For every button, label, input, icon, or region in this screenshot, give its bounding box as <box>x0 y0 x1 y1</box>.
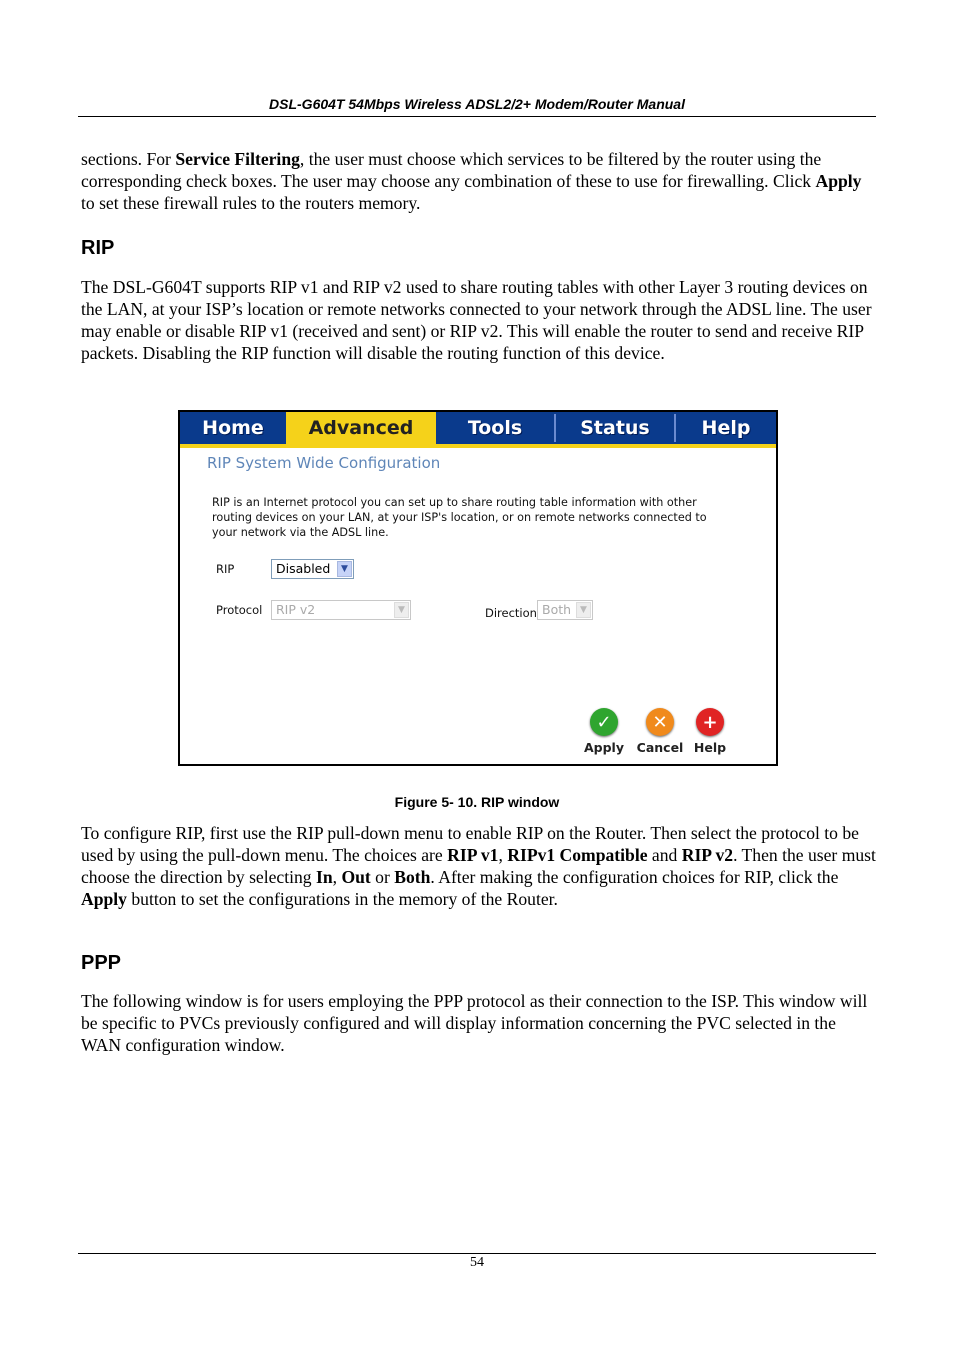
config-paragraph: To configure RIP, first use the RIP pull-down menu to enable RIP on the Router. Then select the protocol to be used by using the pull-down menu. The choices are RIP v1, RIPv1 Compatible and RIP v2. Then the user must choose the direction by selecting In, Out or Both. After making the configuration choices for RIP, click the Apply button to set the configurations in the memory of the Router. <box>81 823 876 909</box>
cancel-label: Cancel <box>636 740 684 755</box>
tab-advanced[interactable]: Advanced <box>286 412 436 444</box>
direction-select[interactable] <box>537 600 593 620</box>
rip-window <box>178 410 778 766</box>
help-button[interactable] <box>683 708 737 755</box>
protocol-select[interactable] <box>271 600 411 620</box>
rip-select[interactable] <box>271 559 354 579</box>
tab-status[interactable]: Status <box>580 417 650 439</box>
tab-help[interactable]: Help <box>701 417 751 439</box>
page-number: 54 <box>470 1255 484 1270</box>
ppp-paragraph: The following window is for users employing the PPP protocol as their connection to the ISP. This window will be specific to PVCs previously configured and will display information concerning the PVC selected in the WAN configuration window. <box>81 991 868 1055</box>
nav-bar <box>180 412 776 444</box>
header-rule <box>78 116 876 117</box>
figure-caption: Figure 5- 10. RIP window <box>394 794 560 810</box>
cancel-icon: ✕ <box>646 708 674 736</box>
help-label: Help <box>693 740 727 755</box>
rip-heading: RIP <box>81 237 115 259</box>
panel-description: RIP is an Internet protocol you can set up to share routing table information with other routing devices on your LAN, at your ISP's location, or on remote networks connected to your network via the ADSL line. <box>212 496 707 539</box>
manual-title: DSL-G604T 54Mbps Wireless ADSL2/2+ Modem/Router Manual <box>269 96 685 112</box>
tab-home[interactable]: Home <box>202 417 264 439</box>
rip-paragraph: The DSL-G604T supports RIP v1 and RIP v2 used to share routing tables with other Layer 3 routing devices on the LAN, at your ISP’s location or remote networks connected to your network through the ADSL line. The user may enable or disable RIP v1 (received and sent) or RIP v2. This will enable the router to send and receive RIP packets. Disabling the RIP function will disable the routing function of this device. <box>81 277 872 363</box>
protocol-select-value: RIP v2 <box>276 602 316 617</box>
footer-rule <box>78 1253 876 1254</box>
rip-label: RIP <box>216 562 235 576</box>
protocol-label: Protocol <box>216 603 263 617</box>
rip-select-value: Disabled <box>276 561 331 576</box>
checkmark-icon: ✓ <box>590 708 618 736</box>
chevron-down-icon[interactable]: ▼ <box>394 602 409 618</box>
ppp-heading: PPP <box>81 952 122 974</box>
chevron-down-icon[interactable]: ▼ <box>337 561 352 577</box>
apply-label: Apply <box>583 740 624 755</box>
tab-tools[interactable]: Tools <box>467 417 523 439</box>
direction-select-value: Both <box>542 602 572 617</box>
tab-separator <box>674 414 676 442</box>
tab-separator <box>554 414 556 442</box>
intro-paragraph: sections. For Service Filtering, the user must choose which services to be filtered by the router using the corresponding check boxes. The user may choose any combination of these to use for firewalling. Click Apply to set these firewall rules to the routers memory. <box>81 149 862 213</box>
cancel-button[interactable] <box>633 708 687 755</box>
nav-stripe <box>180 444 776 448</box>
panel-title: RIP System Wide Configuration <box>207 454 441 472</box>
help-plus-icon: + <box>696 708 724 736</box>
apply-button[interactable] <box>577 708 631 755</box>
chevron-down-icon[interactable]: ▼ <box>576 602 591 618</box>
direction-label: Direction <box>485 606 537 620</box>
